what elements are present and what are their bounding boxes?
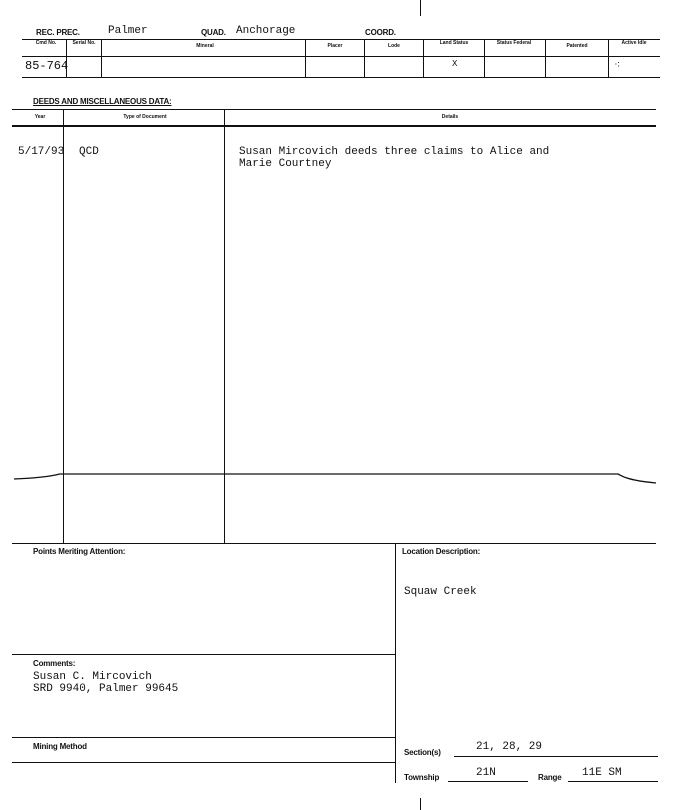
- col-land-status: Land Status: [439, 40, 469, 46]
- col-mineral: Mineral: [196, 43, 214, 49]
- section-label: Section(s): [404, 748, 441, 757]
- col-patented: Patented: [566, 43, 588, 49]
- header-col-divider: [545, 39, 546, 77]
- header-col-divider: [423, 39, 424, 77]
- comments-top-line: [12, 654, 395, 655]
- top-tick-mark: [420, 0, 421, 16]
- col-placer: Placer: [327, 43, 343, 49]
- header-col-divider: [608, 39, 609, 77]
- range-underline: [568, 781, 658, 782]
- comments-line-2: SRD 9940, Palmer 99645: [33, 683, 179, 695]
- deed-details-line-1: Susan Mircovich deeds three claims to Alice and: [239, 146, 550, 158]
- col-serial-no: Serial No.: [72, 40, 96, 46]
- comments-label: Comments:: [33, 659, 76, 668]
- col-details: Details: [441, 114, 459, 120]
- rec-prec-value: Palmer: [108, 25, 148, 37]
- section-value: 21, 28, 29: [476, 741, 543, 753]
- location-description-label: Location Description:: [402, 547, 481, 556]
- mining-method-top-line: [12, 737, 395, 738]
- header-col-divider: [305, 39, 306, 77]
- col-active-idle: Active Idle: [621, 40, 647, 46]
- bottom-tick-mark: [420, 798, 421, 810]
- header-col-divider: [364, 39, 365, 77]
- quad-value: Anchorage: [236, 25, 296, 37]
- range-label: Range: [538, 773, 562, 782]
- col-lode: Lode: [388, 43, 400, 49]
- header-subhead-line: [22, 56, 660, 57]
- lower-center-divider: [395, 543, 396, 783]
- mining-method-bottom-line: [12, 762, 395, 763]
- comments-line-1: Susan C. Mircovich: [33, 671, 152, 683]
- cmd-no-value: 85-764: [25, 59, 69, 73]
- header-table-bottom-line: [22, 77, 660, 78]
- header-col-divider: [484, 39, 485, 77]
- quad-label: QUAD.: [201, 28, 226, 37]
- deed-details-line-2: Marie Courtney: [239, 158, 332, 170]
- deed-year: 5/17/93: [18, 146, 65, 158]
- coord-label: COORD.: [365, 28, 396, 37]
- col-type-of-document: Type of Document: [123, 114, 167, 120]
- township-label: Township: [404, 773, 440, 782]
- mining-method-label: Mining Method: [33, 742, 87, 751]
- header-col-divider: [101, 39, 102, 77]
- land-status-mark: X: [452, 59, 458, 69]
- section-underline: [454, 756, 658, 757]
- rec-prec-label: REC. PREC.: [36, 28, 80, 37]
- range-value: 11E SM: [582, 767, 622, 779]
- township-underline: [448, 781, 528, 782]
- deeds-table-top-line: [12, 109, 656, 110]
- header-table-top-line: [22, 39, 660, 40]
- points-meriting-attention-label: Points Meriting Attention:: [33, 547, 126, 556]
- col-cmd-no: Cmd No.: [35, 40, 57, 46]
- township-value: 21N: [476, 767, 496, 779]
- col-year: Year: [34, 114, 46, 120]
- page-seam-line: [0, 466, 678, 486]
- deeds-header-line: [12, 125, 656, 127]
- deeds-section-title: DEEDS AND MISCELLANEOUS DATA:: [33, 97, 172, 106]
- ink-smudge-mark: ⁖: [614, 58, 621, 71]
- col-status-federal: Status Federal: [496, 40, 532, 46]
- deeds-table-bottom-line: [12, 543, 656, 544]
- deed-type: QCD: [79, 146, 99, 158]
- location-description-value: Squaw Creek: [404, 586, 477, 598]
